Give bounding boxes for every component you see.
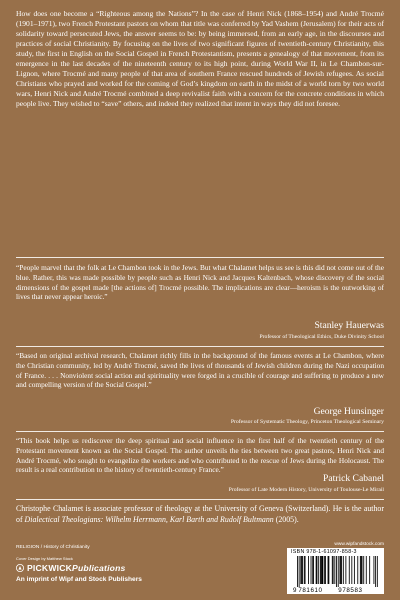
barcode-bar: [340, 556, 341, 584]
barcode-bar: [318, 556, 319, 584]
divider: [16, 431, 384, 432]
barcode-bar: [311, 556, 312, 584]
endorsement-affiliation: Professor of Theological Ethics, Duke Divinity School: [259, 334, 384, 340]
bisac-category: RELIGION / History of Christianity: [16, 545, 90, 550]
publisher-prefix: PICKWICK: [27, 563, 73, 573]
barcode-bar: [312, 556, 313, 584]
barcode-bar: [366, 556, 367, 584]
barcode-bar: [313, 556, 314, 584]
divider: [16, 346, 384, 347]
barcode-bar: [343, 556, 344, 584]
barcode-bar: [349, 556, 350, 584]
endorsement-quote: “This book helps us rediscover the deep spiritual and social influence in the first half of the twentieth century of the Protestant movement known as the Social Gospel. The author unveils the ties between two great pastors, Henri Nick and André Trocmé, who sought to evangelize the workers and who contributed to the rescue of Jews during the Holocaust. The result is a real contribution to the history of twentieth-century France.”: [16, 436, 384, 475]
author-bio: [16, 504, 384, 526]
barcode-bar: [304, 556, 305, 584]
barcode-bar: [369, 556, 370, 584]
barcode-bar: [361, 556, 362, 584]
barcode-bar: [299, 556, 300, 587]
pickwick-logo-icon: [16, 564, 24, 572]
barcode-bar: [321, 556, 322, 584]
endorsement-quote: “Based on original archival research, Chalamet richly fills in the background of the famous events at Le Chambon, where the Christian community, led by André Trocmé, saved the lives of thousands of Jewish children during the Nazi occupation of France. . . . Nonviolent social action and spirituality were forged in a crucible of courage and suffering to produce a new and compelling version of the Social Gospel.”: [16, 351, 384, 390]
barcode-bar: [333, 556, 334, 584]
publisher-imprint: An imprint of Wipf and Stock Publishers: [16, 576, 142, 583]
barcode-bar: [302, 556, 303, 584]
endorsement-quote: “People marvel that the folk at Le Chambon took in the Jews. But what Chalamet helps us see is this did not come out of the blue. Rather, this was made possible by people such as Henri Nick and Jacques Kaltenbach, whose discovery of the social dimensions of the gospel made [the actions of] Trocmé possible. The implications are clear—heroism is the outworking of lives that never appear heroic.”: [16, 263, 384, 302]
barcode-bar: [338, 556, 339, 587]
barcode-bar: [360, 556, 361, 584]
barcode-digits: 781610: [298, 587, 323, 593]
isbn-barcode: [287, 548, 384, 594]
author-bio-tail: (2005).: [273, 514, 299, 524]
barcode-bar: [305, 556, 306, 584]
endorsement-author: George Hunsinger: [313, 406, 384, 417]
endorsement-affiliation: Professor of Late Modern History, University of Toulouse-Le Mirail: [228, 487, 384, 493]
divider: [16, 257, 384, 258]
barcode-bar: [357, 556, 358, 584]
barcode-bar: [317, 556, 318, 584]
divider: [16, 499, 384, 500]
barcode-bar: [328, 556, 329, 584]
barcode-bar: [363, 556, 364, 584]
barcode-digits: 9: [293, 587, 298, 593]
isbn-label: ISBN 978-1-61097-858-3: [291, 549, 357, 555]
barcode-bar: [375, 556, 376, 587]
barcode-bar: [325, 556, 326, 584]
barcode-bar: [320, 556, 321, 584]
barcode-bar: [322, 556, 323, 584]
book-description: How does one become a “Righteous among the Nations”? In the case of Henri Nick (1868–1954) and André Trocmé (1901–1971), two French Protestant pastors on whom that title was conferred by Yad Vashem (Jerusalem) for their acts of solidarity toward persecuted Jews, the answer seems to be: by being immersed, from an early age, in the discourses and practices of social Christianity. By focusing on the lives of two significant figures of twentieth-century Christianity, this study, the first in English on the Social Gospel in French Protestantism, presents a genealogy of that movement, from its emergence in the last decades of the nineteenth century to its high point, during World War II, in Le Chambon-sur-Lignon, where Trocmé and many people of that area of southern France rescued hundreds of Jewish refugees. As social Christians who prayed and worked for the coming of God’s kingdom on earth in the midst of a world torn by two world wars, Henri Nick and André Trocmé combined a deep revivalist faith with a concern for the concrete conditions in which people live. They wished to “save” others, and indeed they realized that intent in ways they did not foresee.: [16, 9, 384, 108]
barcode-bar: [351, 556, 352, 584]
barcode-bar: [316, 556, 317, 584]
barcode-bar: [334, 556, 335, 584]
barcode-bar: [324, 556, 325, 584]
publisher-name: [16, 563, 126, 573]
barcode-bar: [340, 556, 341, 584]
barcode-bar: [345, 556, 346, 584]
barcode-digits: 978583: [338, 587, 363, 593]
barcode-bar: [336, 556, 337, 587]
barcode-bar: [308, 556, 309, 584]
endorsement-affiliation: Professor of Systematic Theology, Princeton Theological Seminary: [230, 419, 384, 425]
author-bio-lead: Christophe Chalamet is associate professor of theology at the University of Geneva (Switzerland). He is the author of: [16, 504, 384, 524]
cover-design-credit: Cover Design by Matthew Stock: [16, 556, 73, 561]
publisher-website[interactable]: www.wipfandstock.com: [334, 542, 384, 547]
barcode-bar: [374, 556, 375, 584]
barcode-bar: [377, 556, 378, 587]
author-bio-book-title: Dialectical Theologians: Wilhelm Herrmann, Karl Barth and Rudolf Bultmann: [24, 514, 274, 524]
endorsement-author: Stanley Hauerwas: [314, 320, 384, 331]
barcode-bar: [328, 556, 329, 584]
barcode-bar: [362, 556, 363, 584]
publisher-suffix: Publications: [72, 563, 126, 573]
barcode-icon: [289, 556, 382, 593]
endorsement-author: Patrick Cabanel: [322, 473, 384, 484]
barcode-bar: [300, 556, 301, 584]
barcode-bar: [332, 556, 333, 584]
barcode-bar: [354, 556, 355, 584]
barcode-bar: [297, 556, 298, 587]
barcode-bar: [323, 556, 324, 584]
barcode-bar: [341, 556, 342, 584]
barcode-bar: [301, 556, 302, 584]
